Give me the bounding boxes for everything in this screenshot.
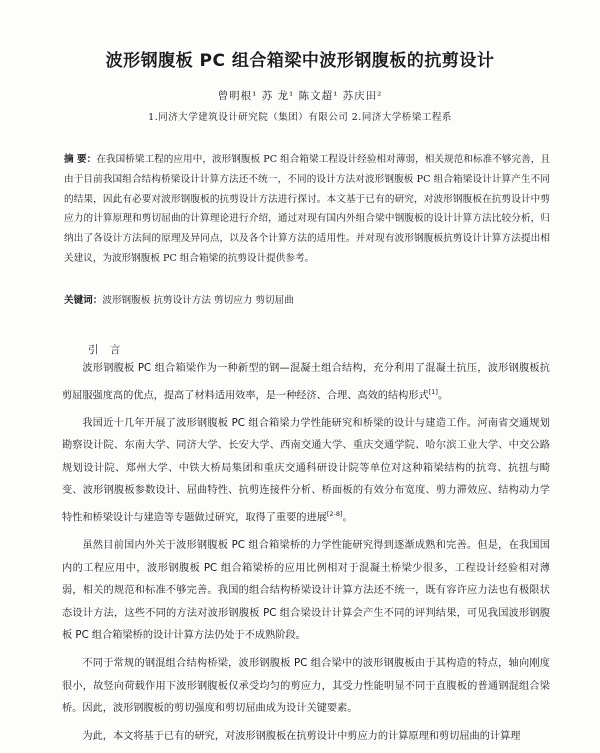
- paper-title: 波形钢腹板 PC 组合箱梁中波形钢腹板的抗剪设计: [105, 51, 495, 71]
- abstract: [64, 150, 550, 269]
- keywords-label: 关键词：: [64, 295, 103, 306]
- author-list: 曾明根¹ 苏 龙¹ 陈文超¹ 苏庆田²: [217, 90, 383, 102]
- section-heading-introduction: 引 言: [88, 344, 125, 356]
- keywords: [64, 292, 550, 306]
- paragraph: 虽然目前国内外关于波形钢腹板 PC 组合箱梁桥的力学性能研究得到逐渐成熟和完善。但是，在我国国内的工程应用中，波形钢腹板 PC 组合箱梁桥的应用比例相对于混凝土桥梁少很多，工程设计经验相对薄弱，相关的规范和标准不够完善。我国的组合结构桥梁设计计算方法还不统一，既有容许应力法也有极限状态设计方法，这些不同的方法对波形钢腹板 PC 组合梁设计计算会产生不同的评判结果，可见我国波形钢腹板 PC 组合箱梁桥的设计计算方法仍处于不成熟阶段。: [62, 539, 550, 642]
- paragraph: 波形钢腹板 PC 组合箱梁作为一种新型的钢—混凝土组合结构，充分利用了混凝土抗压，波形钢腹板抗剪屈服强度高的优点，提高了材料适用效率，是一种经济、合理、高效的结构形式[1]。: [62, 363, 550, 401]
- keywords-text: 波形钢腹板 抗剪设计方法 剪切应力 剪切屈曲: [102, 295, 294, 306]
- abstract-label: 摘 要：: [64, 154, 97, 165]
- abstract-text: 在我国桥梁工程的应用中，波形钢腹板 PC 组合箱梁工程设计经验相对薄弱，相关规范和标准不够完善，且由于目前我国组合结构桥梁设计计算方法还不统一，不同的设计方法对波形钢腹板 PC 组合箱梁设计计算产生不同的结果，因此有必要对波形钢腹板的抗剪设计方法进行探讨。本文基于已有的研究，对波形钢腹板在抗剪设计中剪应力的计算原理和剪切屈曲的计算理论进行介绍，通过对现有国内外组合梁中钢腹板的设计计算方法比较分析，归纳出了各设计方法间的原理及异同点，以及各个计算方法的适用性。并对现有波形钢腹板抗剪设计计算方法提出相关建议，为波形钢腹板 PC 组合箱梁的抗剪设计提供参考。: [64, 154, 550, 264]
- citation: [1]: [428, 387, 438, 396]
- citation: [2-8]: [326, 509, 343, 518]
- author-affiliations: 1.同济大学建筑设计研究院（集团）有限公司 2.同济大学桥梁工程系: [148, 112, 452, 123]
- paragraph: 不同于常规的钢混组合结构桥梁，波形钢腹板 PC 组合梁中的波形钢腹板由于其构造的特点，轴向刚度很小，故竖向荷载作用下波形钢腹板仅承受均匀的剪应力，其受力性能明显不同于直腹板的普通钢混组合梁桥。因此，波形钢腹板的剪切强度和剪切屈曲成为设计关键要素。: [62, 657, 550, 715]
- body-text: [62, 358, 550, 753]
- paragraph: 为此，本文将基于已有的研究，对波形钢腹板在抗剪设计中剪应力的计算原理和剪切屈曲的计算理: [82, 730, 521, 742]
- paragraph: 我国近十几年开展了波形钢腹板 PC 组合箱梁力学性能研究和桥梁的设计与建造工作。河南省交通规划勘察设计院、东南大学、同济大学、长安大学、西南交通大学、重庆交通学院、哈尔滨工业大学、中交公路规划设计院、郑州大学、中铁大桥局集团和重庆交通科研设计院等单位对这种箱梁结构的抗弯、抗扭与畸变、波形钢腹板参数设计、屈曲特性、抗剪连接件分析、桥面板的有效分布宽度、剪力滞效应、结构动力学特性和桥梁设计与建造等专题做过研究，取得了重要的进展[2-8]。: [62, 417, 550, 524]
